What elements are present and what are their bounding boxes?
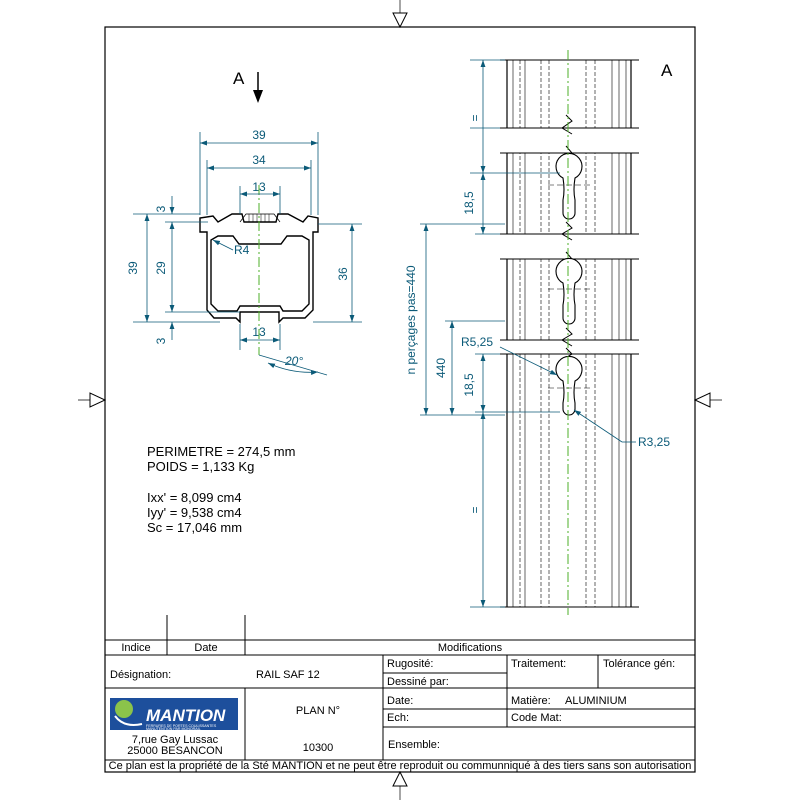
dim-text: 29 [154, 261, 168, 275]
rail-profile-slot [240, 214, 280, 222]
dim-text: 39 [252, 128, 266, 142]
side-view [404, 50, 673, 615]
logo-sub1: FERRURES DE PORTES COULISSANTES [146, 724, 217, 728]
dim-text: 3 [154, 337, 168, 345]
tolerance-label: Tolérance gén: [603, 658, 676, 670]
view-direction-arrow [253, 72, 263, 103]
dim-text: 36 [336, 267, 350, 281]
dim-text: 34 [252, 153, 266, 167]
perimeter-text: PERIMETRE = 274,5 mm [147, 444, 296, 459]
section-view [126, 69, 362, 375]
keyhole-slots [556, 153, 582, 415]
side-view-label: A [661, 61, 673, 80]
dim-width-13-bottom [240, 324, 280, 350]
dim-text: 13 [252, 325, 266, 339]
ensemble-label: Ensemble: [388, 739, 440, 751]
designation-value: RAIL SAF 12 [256, 669, 320, 681]
title-block [105, 615, 695, 772]
dim-text: 18,5 [462, 191, 476, 215]
section-view-label: A [233, 69, 245, 88]
rail-profile-inner [211, 236, 309, 311]
rugosite-label: Rugosité: [387, 658, 434, 670]
dim-equal-bottom [468, 412, 505, 607]
ech-label: Ech: [387, 712, 410, 724]
iyy-text: Iyy' = 9,538 cm4 [147, 505, 242, 520]
dim-text: R3,25 [638, 435, 671, 449]
dim-18-5-top [462, 173, 560, 234]
modifications-header: Modifications [437, 642, 503, 654]
dim-text: = [468, 506, 482, 514]
dim-text: R4 [234, 243, 250, 257]
dim-text: 39 [126, 261, 140, 275]
dim-18-5-bottom [462, 354, 560, 412]
dim-text: 440 [434, 357, 448, 379]
dessine-par-label: Dessiné par: [387, 676, 449, 688]
dim-radius-r4 [213, 240, 250, 257]
designation-label: Désignation: [110, 669, 172, 681]
dim-text: n perçages pas=440 [404, 265, 418, 375]
dim-height-3-bottom [154, 322, 172, 344]
dim-height-3-top [154, 196, 172, 214]
copyright-footer: Ce plan est la propriété de la Sté MANTION et ne peut être reproduit ou communniqué à des tiers sans son autorisation [108, 760, 692, 772]
dim-height-39 [126, 214, 220, 322]
matiere-value: ALUMINIUM [565, 695, 627, 707]
weight-text: POIDS = 1,133 Kg [147, 459, 255, 474]
indice-header: Indice [121, 642, 151, 654]
address-line-1: 7,rue Gay Lussac [131, 734, 219, 746]
code-mat-label: Code Mat: [511, 712, 562, 724]
dim-text: = [468, 114, 482, 122]
plan-label: PLAN N° [295, 705, 341, 717]
section-properties [147, 444, 295, 535]
dim-radius-r325 [574, 410, 670, 449]
matiere-label: Matière: [511, 695, 551, 707]
dim-text: R5,25 [461, 335, 494, 349]
dim-width-39 [200, 128, 318, 215]
dim-equal-top [468, 60, 505, 173]
dim-text: 13 [252, 180, 266, 194]
address-line-2: 25000 BESANCON [127, 745, 223, 757]
plan-number: 10300 [302, 742, 334, 754]
dim-text: 3 [154, 205, 168, 213]
logo-sub2: MANUTENTION PAR MONORAIL [146, 727, 201, 731]
dim-text: 18,5 [462, 373, 476, 397]
ixx-text: Ixx' = 8,099 cm4 [147, 490, 242, 505]
dim-angle-20 [259, 354, 327, 375]
traitement-label: Traitement: [511, 658, 567, 670]
date-header: Date [194, 642, 218, 654]
mantion-logo [110, 698, 238, 731]
logo-text: MANTION [146, 706, 226, 725]
dim-pitch-n [404, 224, 505, 415]
sc-text: Sc = 17,046 mm [147, 520, 243, 535]
dim-width-13-top [240, 180, 280, 214]
date-field-label: Date: [387, 695, 414, 707]
dim-height-36 [313, 224, 362, 322]
dim-text: 20° [285, 354, 304, 368]
